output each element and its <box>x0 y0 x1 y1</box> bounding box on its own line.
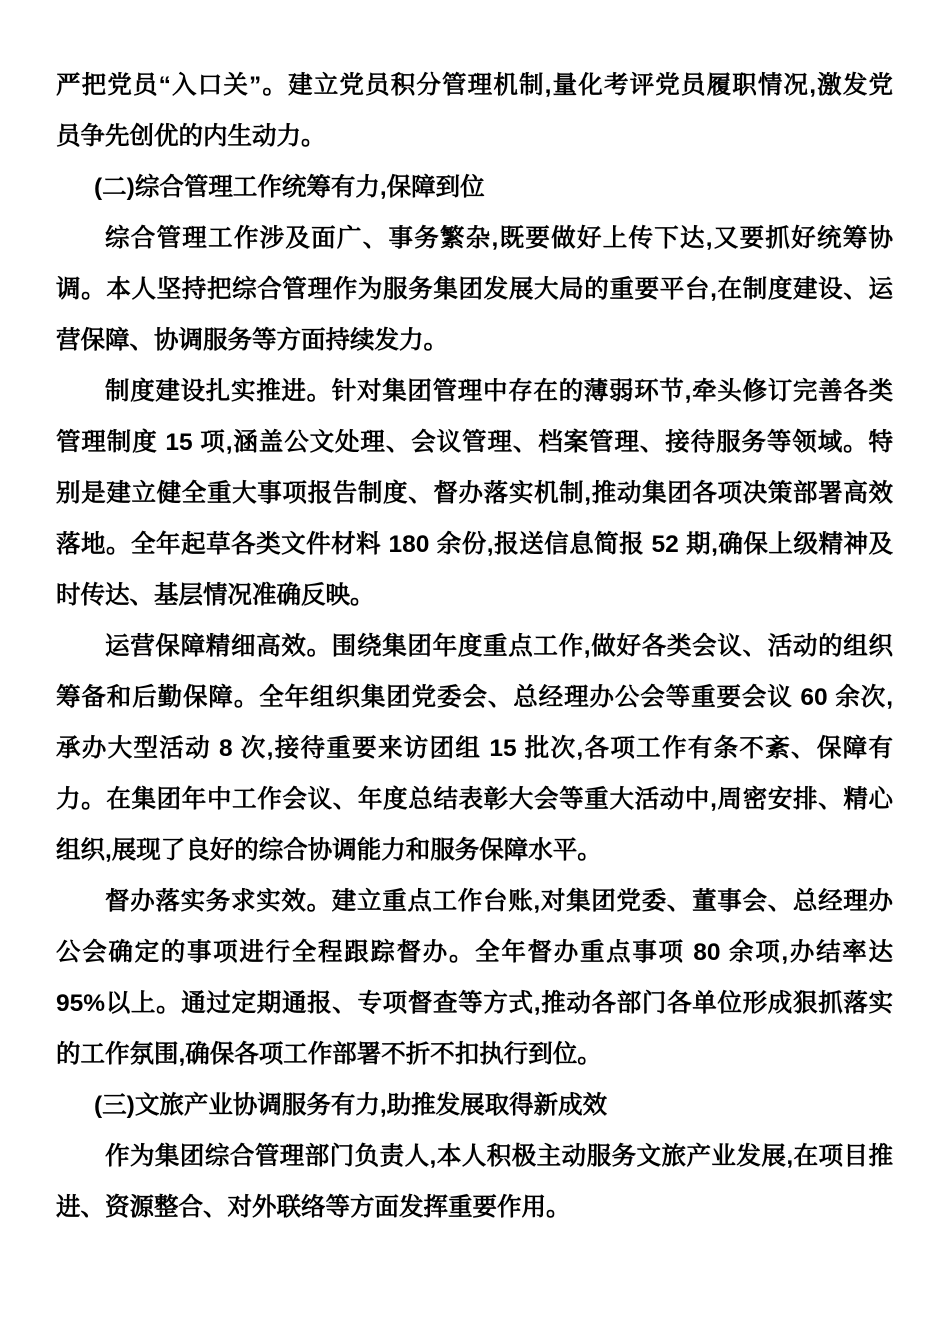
text-line: 力。在集团年中工作会议、年度总结表彰大会等重大活动中,周密安排、精心 <box>56 786 893 813</box>
text-line: 管理制度 15 项,涵盖公文处理、会议管理、档案管理、接待服务等领域。特 <box>56 429 893 456</box>
body-paragraph <box>56 60 893 162</box>
text-line: 制度建设扎实推进。针对集团管理中存在的薄弱环节,牵头修订完善各类 <box>105 378 893 405</box>
text-line: 筹备和后勤保障。全年组织集团党委会、总经理办公会等重要会议 60 余次, <box>56 684 893 711</box>
text-line: 时传达、基层情况准确反映。 <box>56 582 375 609</box>
text-line: 进、资源整合、对外联络等方面发挥重要作用。 <box>56 1194 571 1221</box>
text-line: 员争先创优的内生动力。 <box>56 123 326 150</box>
text-line: (三)文旅产业协调服务有力,助推发展取得新成效 <box>94 1092 608 1119</box>
section-heading <box>56 162 893 213</box>
text-line: 营保障、协调服务等方面持续发力。 <box>56 327 448 354</box>
text-line: 承办大型活动 8 次,接待重要来访团组 15 批次,各项工作有条不紊、保障有 <box>56 735 893 762</box>
text-line: 严把党员“入口关”。建立党员积分管理机制,量化考评党员履职情况,激发党 <box>56 72 893 99</box>
document-body-text <box>56 60 893 1233</box>
text-line: 的工作氛围,确保各项工作部署不折不扣执行到位。 <box>56 1041 602 1068</box>
body-paragraph <box>56 1131 893 1233</box>
text-line: 运营保障精细高效。围绕集团年度重点工作,做好各类会议、活动的组织 <box>105 633 893 660</box>
text-line: 别是建立健全重大事项报告制度、督办落实机制,推动集团各项决策部署高效 <box>56 480 893 507</box>
text-line: (二)综合管理工作统筹有力,保障到位 <box>94 174 485 201</box>
text-line: 作为集团综合管理部门负责人,本人积极主动服务文旅产业发展,在项目推 <box>105 1143 893 1170</box>
text-line: 督办落实务求实效。建立重点工作台账,对集团党委、董事会、总经理办 <box>105 888 893 915</box>
body-paragraph <box>56 366 893 621</box>
text-line: 组织,展现了良好的综合协调能力和服务保障水平。 <box>56 837 602 864</box>
body-paragraph <box>56 876 893 1080</box>
text-line: 调。本人坚持把综合管理作为服务集团发展大局的重要平台,在制度建设、运 <box>56 276 893 303</box>
text-line: 公会确定的事项进行全程跟踪督办。全年督办重点事项 80 余项,办结率达 <box>56 939 893 966</box>
text-line: 95%以上。通过定期通报、专项督查等方式,推动各部门各单位形成狠抓落实 <box>56 990 893 1017</box>
section-heading <box>56 1080 893 1131</box>
body-paragraph <box>56 213 893 366</box>
text-line: 综合管理工作涉及面广、事务繁杂,既要做好上传下达,又要抓好统筹协 <box>105 225 893 252</box>
body-paragraph <box>56 621 893 876</box>
text-line: 落地。全年起草各类文件材料 180 余份,报送信息简报 52 期,确保上级精神及 <box>56 531 893 558</box>
